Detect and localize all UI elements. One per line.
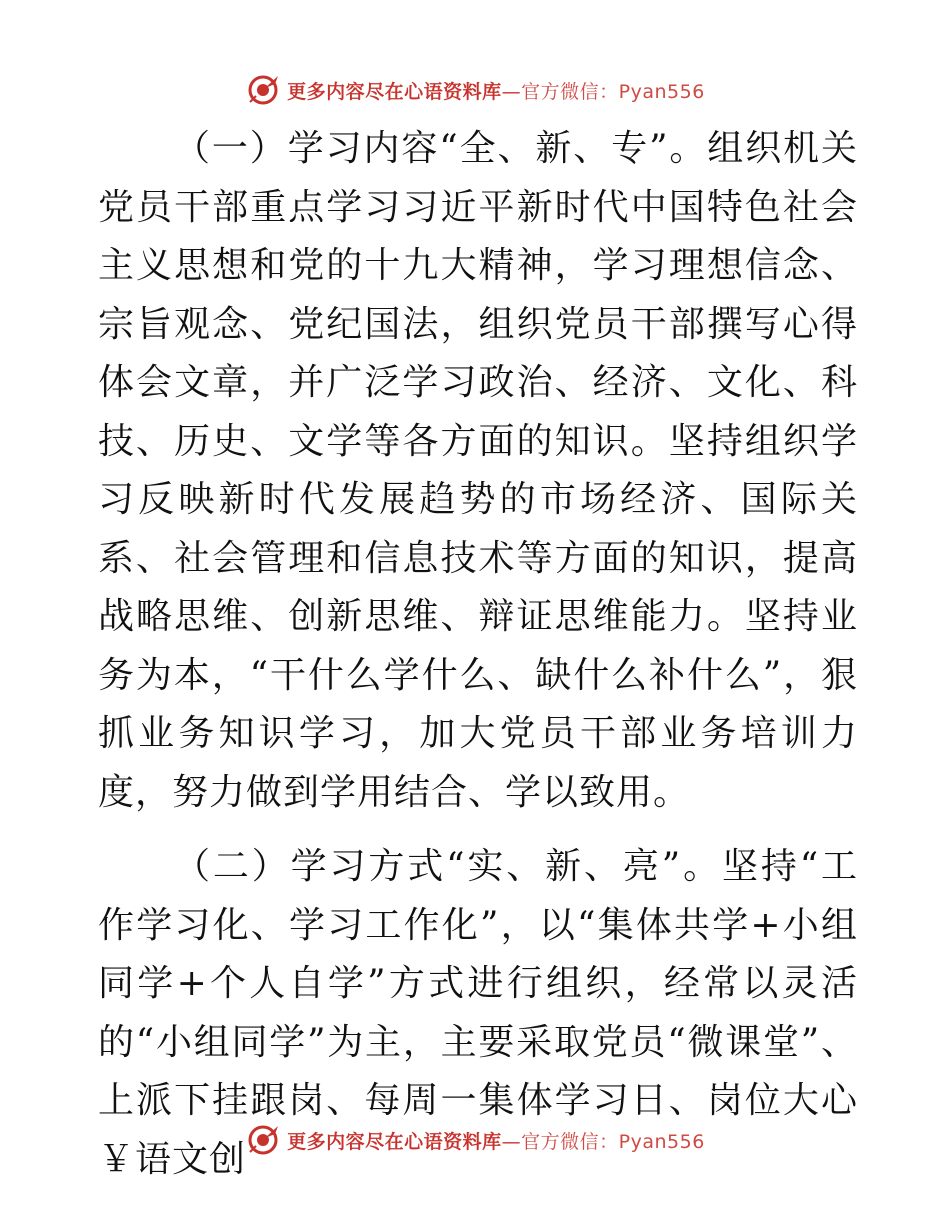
document-body <box>98 120 858 1189</box>
paragraph-learning-content: （一）学习内容“全、新、专”。组织机关党员干部重点学习习近平新时代中国特色社会主义思想和党的十九大精神，学习理想信念、宗旨观念、党纪国法，组织党员干部撰写心得体会文章，并广泛学习政治、经济、文化、科技、历史、文学等各方面的知识。坚持组织学习反映新时代发展趋势的市场经济、国际关系、社会管理和信息技术等方面的知识，提高战略思维、创新思维、辩证思维能力。坚持业务为本，“干什么学什么、缺什么补什么”，狠抓业务知识学习，加大党员干部业务培训力度，努力做到学用结合、学以致用。 <box>98 128 858 813</box>
banner-separator: — <box>501 1130 522 1153</box>
footer-banner <box>0 1120 950 1160</box>
paragraph-learning-method: （二）学习方式“实、新、亮”。坚持“工作学习化、学习工作化”，以“集体共学+小组同学+个人自学”方式进行组织，经常以灵活的“小组同学”为主，主要采取党员“微课堂”、上派下挂跟岗、每周一集体学习日、岗位大心￥语文创 <box>98 846 858 1180</box>
banner-main-text: 更多内容尽在心语资料库 <box>287 80 502 103</box>
banner-separator: — <box>501 80 522 103</box>
banner-contact: 官方微信：Pyan556 <box>521 1130 705 1153</box>
brand-logo-icon <box>245 72 281 108</box>
banner-text <box>287 77 705 104</box>
banner-contact: 官方微信：Pyan556 <box>521 80 705 103</box>
header-banner <box>0 70 950 110</box>
brand-logo-icon <box>245 1122 281 1158</box>
banner-text <box>287 1127 705 1154</box>
banner-main-text: 更多内容尽在心语资料库 <box>287 1130 502 1153</box>
